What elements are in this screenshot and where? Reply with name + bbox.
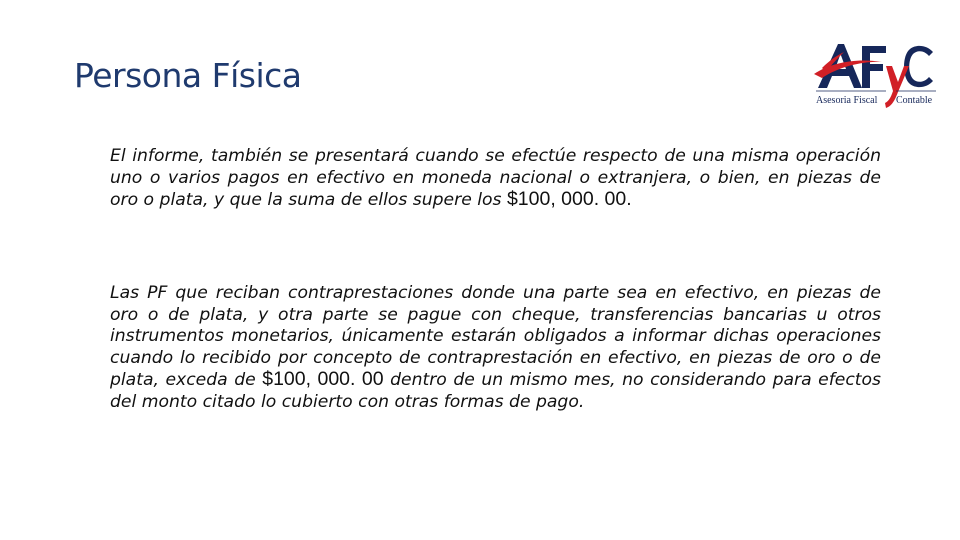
paragraph-contraprestaciones-text-after: dentro de un mismo mes, no considerando para efectos del monto citado lo cubierto con otras formas de pago. <box>110 370 882 412</box>
amount-threshold: $100, 000. 00. <box>506 188 632 210</box>
afyc-logo-graphic <box>812 38 938 124</box>
logo-caption-right: Contable <box>896 95 933 106</box>
paragraph-contraprestaciones-text-before: Las PF que reciban contraprestaciones donde una parte sea en efectivo, en piezas de oro o de plata, y otra parte se pague con cheque, transferencias bancarias u otros instrumentos monetarios, únicamente estarán obligados a informar dichas operaciones cuando lo recibido por concepto de contraprestación en efectivo, en piezas de oro o de plata, exceda de <box>110 283 881 390</box>
paragraph-informe-text: El informe, también se presentará cuando se efectúe respecto de una misma operación uno o varios pagos en efectivo en moneda nacional o extranjera, o bien, en piezas de oro o plata, y que la suma de ellos supere los <box>110 146 881 210</box>
logo-caption-left: Asesoria Fiscal <box>816 95 878 106</box>
amount-monthly: $100, 000. 00 <box>262 368 384 390</box>
paragraph-informe <box>110 146 881 212</box>
slide-title: Persona Física <box>74 56 302 95</box>
afyc-logo <box>812 38 938 124</box>
paragraph-contraprestaciones <box>110 283 881 413</box>
